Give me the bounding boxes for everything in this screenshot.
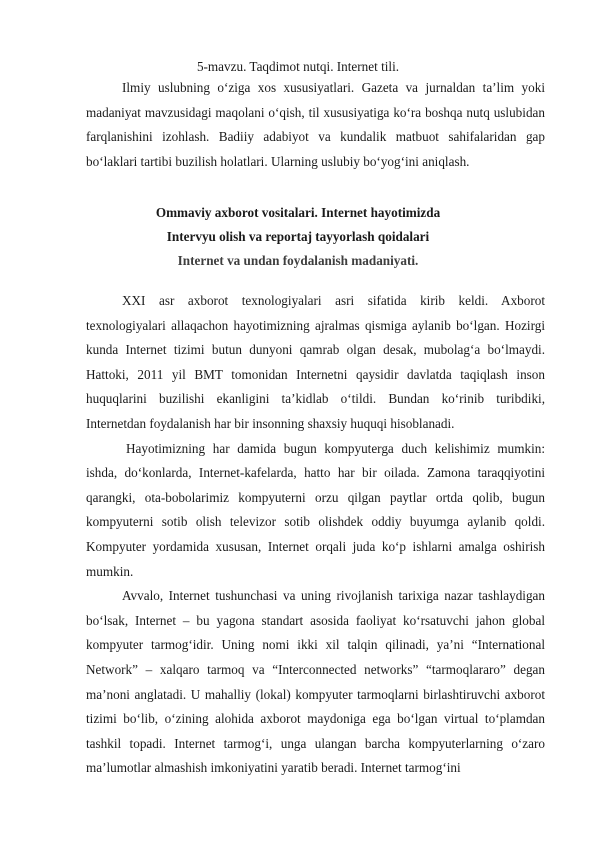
intro-paragraph: Ilmiy uslubning o‘ziga xos xususiyatlari. Gazeta va jurnaldan ta’lim yoki madaniyat mavzusidagi maqolani o‘qish, til xususiyatiga ko‘ra boshqa nutq uslubidan farqlanishini izohlash. Badiiy adabiyot va kundalik matbuot sahifalaridan gap bo‘laklari tartibi buzilish holatlari. Ularning uslubiy bo‘yog‘ini aniqlash.	[86, 80, 545, 169]
section-heading-3: Internet va undan foydalanish madaniyati.	[177, 253, 419, 268]
body-paragraph-3: Avvalo, Internet tushunchasi va uning rivojlanish tarixiga nazar tashlaydigan bo‘lsak, Internet – bu yagona standart asosida faoliyat ko‘rsatuvchi jahon global kompyuter tarmog‘idir. Uning nomi ikki xil talqin qilinadi, ya’ni “International Network” – xalqaro tarmoq va “Interconnected networks” “tarmoqlararo” degan ma’noni anglatadi. U mahalliy (lokal) kompyuter tarmoqlarni birlashtiruvchi axborot tizimi bo‘lib, o‘zining alohida axborot maydoniga ega bo‘lgan virtual to‘plamdan tashkil topadi. Internet tarmog‘i, unga ulangan barcha kompyuterlarning o‘zaro ma’lumotlar almashish imkoniyatini yaratib beradi. Internet tarmog‘ini	[86, 588, 545, 776]
body-text	[86, 289, 545, 781]
topic-title: 5-mavzu. Taqdimot nutqi. Internet tili.	[196, 59, 400, 74]
body-paragraph-2: Hayotimizning har damida bugun kompyuterga duch kelishimiz mumkin: ishda, do‘konlarda, Internet-kafelarda, hatto har bir oilada. Zamona taraqqiyotini qarangki, ota-bobolarimiz kompyuterni orzu qilgan paytlar ortda qolib, bugun kompyuterni sotib olish televizor sotib olishdek oddiy buyumga aylanib qoldi. Kompyuter yordamida xususan, Internet orqali juda ko‘p ishlarni amalga oshirish mumkin.	[86, 440, 545, 579]
body-paragraph-1: XXI asr axborot texnologiyalari asri sifatida kirib keldi. Axborot texnologiyalari allaqachon hayotimizning ajralmas qismiga aylanib bo‘lgan. Hozirgi kunda Internet tizimi butun dunyoni qamrab olgan desak, mubolag‘a bo‘lmaydi. Hattoki, 2011 yil BMT tomonidan Internetni qaysidir davlatda taqiqlash inson huquqlarini buzilishi ekanligini ta’kidlab o‘tildi. Bundan ko‘rinib turibdiki, Internetdan foydalanish har bir insonning shaxsiy huquqi hisoblanadi.	[86, 293, 545, 431]
section-heading-1: Ommaviy axborot vositalari. Internet hayotimizda	[155, 205, 441, 220]
intro-block	[86, 76, 545, 174]
section-heading-2: Intervyu olish va reportaj tayyorlash qoidalari	[166, 229, 430, 244]
